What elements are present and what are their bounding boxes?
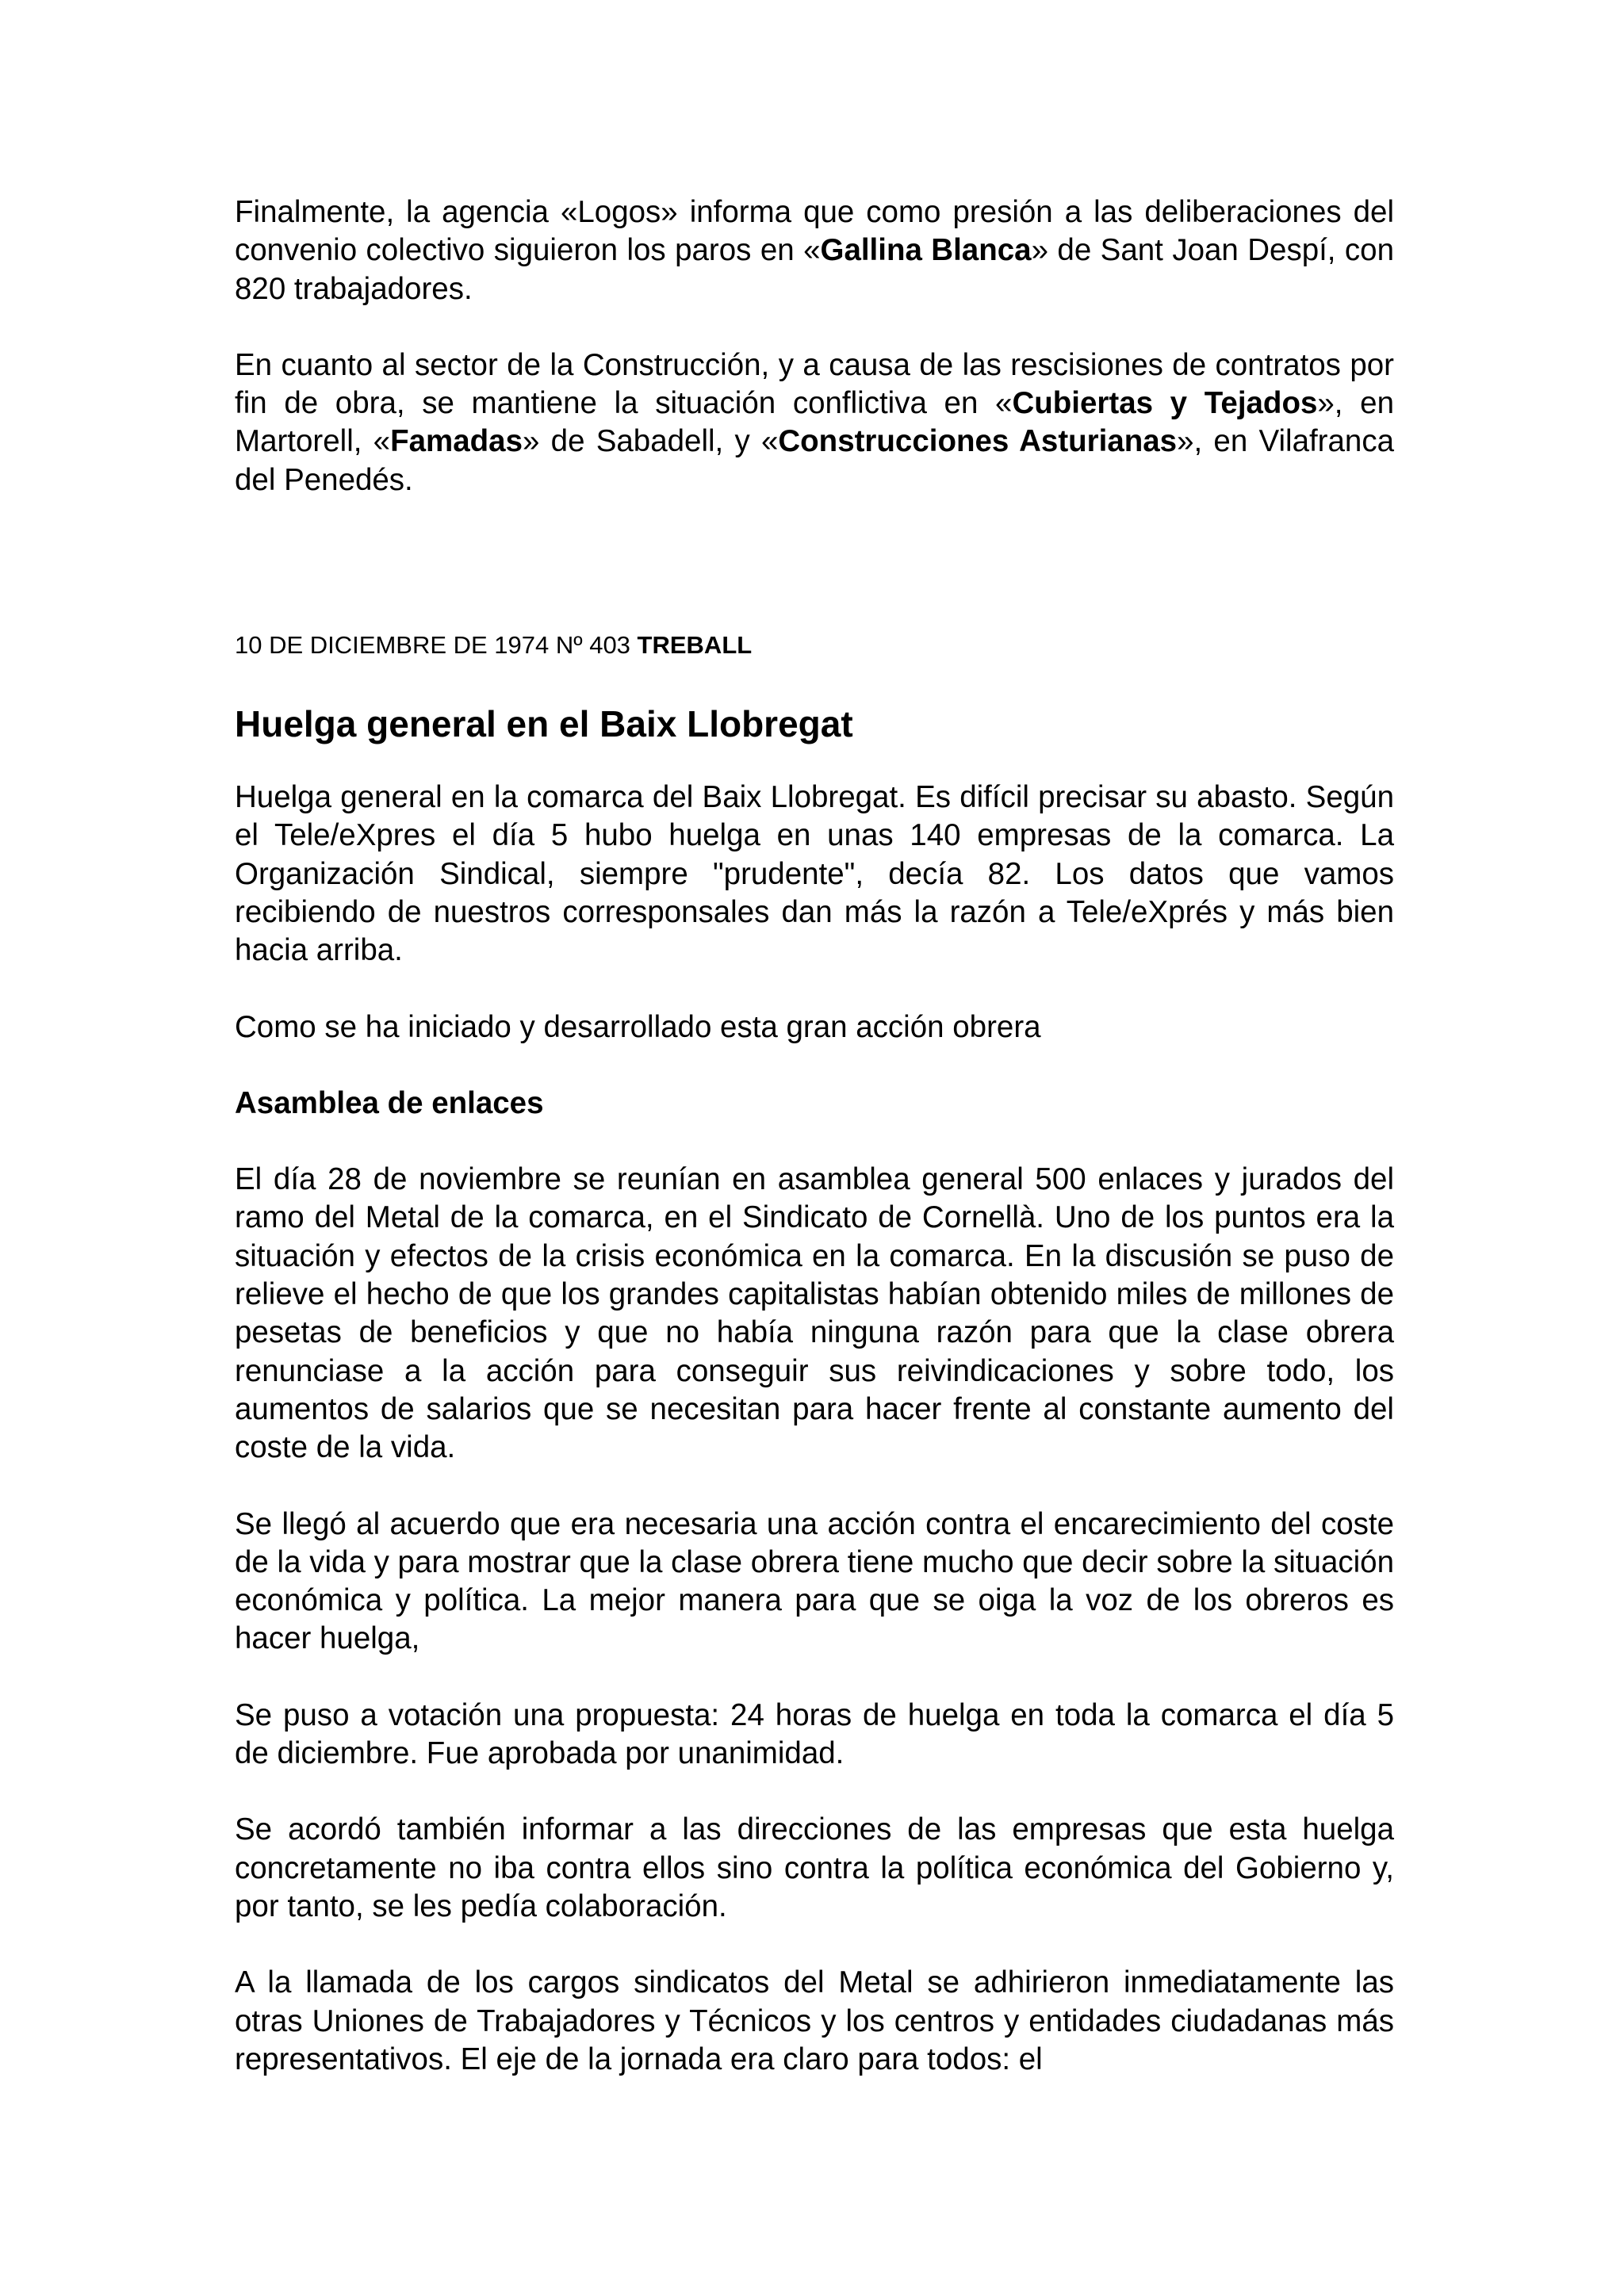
paragraph-huelga-general: Huelga general en la comarca del Baix Llobregat. Es difícil precisar su abasto. Según el Tele/eXpres el día 5 hubo huelga en unas 140 empresas de la comarca. La Organización Sindical, siempre "prudente", decía 82. Los datos que vamos recibiendo de nuestros corresponsales dan más la razón a Tele/eXprés y más bien hacia arriba. bbox=[235, 780, 1394, 968]
paragraph-gallina-blanca: Finalmente, la agencia «Logos» informa que como presión a las deliberaciones del convenio colectivo siguieron los paros en «Gallina Blanca» de Sant Joan Despí, con 820 trabajadores. bbox=[235, 195, 1395, 306]
document-page bbox=[235, 193, 1394, 2079]
paragraph-asamblea: El día 28 de noviembre se reunían en asamblea general 500 enlaces y jurados del ramo del Metal de la comarca, en el Sindicato de Cornellà. Uno de los puntos era la situación y efectos de la crisis económica en la comarca. En la discusión se puso de relieve el hecho de que los grandes capitalistas habían obtenido miles de millones de pesetas de beneficios y que no había ninguna razón para que la clase obrera renunciase a la acción para conseguir sus reivindicaciones y sobre todo, los aumentos de salarios que se necesitan para hacer frente al constante aumento del coste de la vida. bbox=[235, 1162, 1394, 1465]
paragraph-llamada: A la llamada de los cargos sindicatos del Metal se adhirieron inmediatamente las otras Uniones de Trabajadores y Técnicos y los centros y entidades ciudadanas más representativos. El eje de la jornada era claro para todos: el bbox=[235, 1965, 1394, 2076]
company-name: Construcciones Asturianas bbox=[778, 424, 1178, 459]
company-name: Gallina Blanca bbox=[820, 233, 1032, 268]
section-subheading: Asamblea de enlaces bbox=[235, 1085, 544, 1120]
paragraph-votacion: Se puso a votación una propuesta: 24 horas de huelga en toda la comarca el día 5 de diciembre. Fue aprobada por unanimidad. bbox=[235, 1697, 1394, 1771]
publication-name: TREBALL bbox=[637, 631, 753, 660]
article-headline: Huelga general en el Baix Llobregat bbox=[235, 703, 853, 745]
company-name: Famadas bbox=[390, 424, 523, 459]
paragraph-construccion: En cuanto al sector de la Construcción, y a causa de las rescisiones de contratos por fin de obra, se mantiene la situación conflictiva en «Cubiertas y Tejados», en Martorell, «Famadas» de Sabadell, y «Construcciones Asturianas», en Vilafranca del Penedés. bbox=[235, 347, 1394, 497]
paragraph-acuerdo: Se llegó al acuerdo que era necesaria una acción contra el encarecimiento del coste de la vida y para mostrar que la clase obrera tiene mucho que decir sobre la situación económica y política. La mejor manera para que se oiga la voz de los obreros es hacer huelga, bbox=[235, 1506, 1394, 1656]
article-dateline: 10 DE DICIEMBRE DE 1974 Nº 403 TREBALL bbox=[235, 631, 753, 660]
paragraph-intro: Como se ha iniciado y desarrollado esta gran acción obrera bbox=[235, 1009, 1041, 1044]
company-name: Cubiertas y Tejados bbox=[1012, 386, 1318, 421]
paragraph-direcciones: Se acordó también informar a las direcciones de las empresas que esta huelga concretamente no iba contra ellos sino contra la política económica del Gobierno y, por tanto, se les pedía colaboración. bbox=[235, 1812, 1394, 1923]
